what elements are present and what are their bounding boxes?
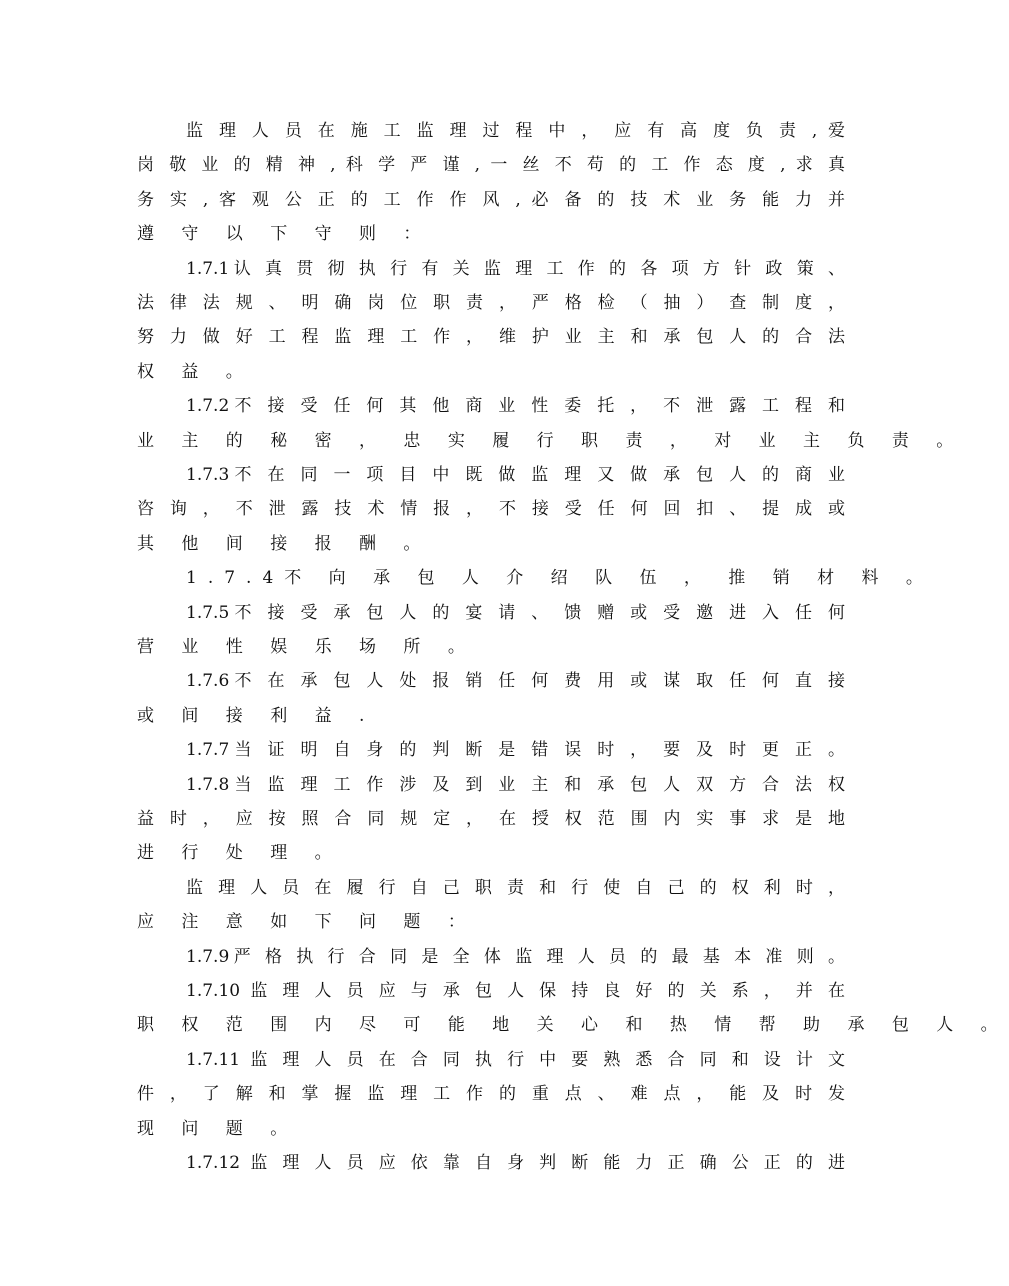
text-line: 1.7.12 监 理 人 员 应 依 靠 自 身 判 断 能 力 正 确 公 正 的 进 — [186, 1153, 845, 1173]
text-line: 监 理 人 员 在 履 行 自 己 职 责 和 行 使 自 己 的 权 利 时 ， — [186, 877, 845, 898]
text-line: 进 行 处 理 。 — [137, 843, 343, 864]
text-line: 务 实 , 客 观 公 正 的 工 作 作 风 , 必 备 的 技 术 业 务 能 力 并 — [137, 189, 845, 210]
text-line: 应 注 意 如 下 问 题 ： — [137, 912, 476, 933]
text-line: 1.7.7当 证 明 自 身 的 判 断 是 错 误 时 ， 要 及 时 更 正 。 — [186, 740, 845, 761]
text-line: 1.7.10 监 理 人 员 应 与 承 包 人 保 持 良 好 的 关 系 ， 并 在 — [186, 981, 845, 1001]
text-line: 法 律 法 规 、 明 确 岗 位 职 责 ， 严 格 检 （ 抽 ） 查 制 度 ， — [137, 293, 845, 313]
text-line: 1.7.1认 真 贯 彻 执 行 有 关 监 理 工 作 的 各 项 方 针 政 策 、 — [186, 258, 845, 279]
text-line: 1.7.8当 监 理 工 作 涉 及 到 业 主 和 承 包 人 双 方 合 法 权 — [186, 774, 845, 795]
text-line: 权 益 。 — [137, 361, 254, 382]
text-line: 努 力 做 好 工 程 监 理 工 作 ， 维 护 业 主 和 承 包 人 的 合 法 — [137, 327, 845, 348]
text-line: 1.7.2不 接 受 任 何 其 他 商 业 性 委 托 ， 不 泄 露 工 程 和 — [186, 396, 845, 417]
text-line: 咨 询 ， 不 泄 露 技 术 情 报 ， 不 接 受 任 何 回 扣 、 提 成 或 — [137, 499, 845, 520]
text-line: 1.7.5不 接 受 承 包 人 的 宴 请 、 馈 赠 或 受 邀 进 入 任 何 — [186, 602, 845, 623]
text-line: 1.7.6不 在 承 包 人 处 报 销 任 何 费 用 或 谋 取 任 何 直 接 — [186, 671, 845, 692]
text-line: 1.7.4不 向 承 包 人 介 绍 队 伍 ， 推 销 材 料 。 — [186, 568, 934, 589]
text-line: 1.7.3不 在 同 一 项 目 中 既 做 监 理 又 做 承 包 人 的 商 业 — [186, 465, 845, 485]
text-line: 件 ， 了 解 和 掌 握 监 理 工 作 的 重 点 、 难 点 ， 能 及 时 发 — [137, 1084, 845, 1105]
text-line: 遵 守 以 下 守 则 ： — [137, 224, 432, 245]
text-line: 现 问 题 。 — [137, 1118, 299, 1139]
text-line: 益 时 ， 应 按 照 合 同 规 定 ， 在 授 权 范 围 内 实 事 求 是 地 — [137, 809, 845, 829]
text-line: 或 间 接 利 益 . — [137, 705, 376, 726]
text-line: 营 业 性 娱 乐 场 所 。 — [137, 637, 476, 657]
text-line: 1.7.11 监 理 人 员 在 合 同 执 行 中 要 熟 悉 合 同 和 设 计 文 — [186, 1049, 845, 1070]
text-line: 1.7.9严 格 执 行 合 同 是 全 体 监 理 人 员 的 最 基 本 准 则 。 — [186, 946, 845, 967]
text-line: 其 他 间 接 报 酬 。 — [137, 533, 432, 554]
text-line: 职 权 范 围 内 尽 可 能 地 关 心 和 热 情 帮 助 承 包 人 。 — [137, 1015, 1009, 1036]
text-line: 岗 敬 业 的 精 神 , 科 学 严 谨 , 一 丝 不 苟 的 工 作 态 度 , 求 真 — [137, 155, 845, 176]
text-line: 业 主 的 秘 密 ， 忠 实 履 行 职 责 ， 对 业 主 负 责 。 — [137, 430, 965, 451]
text-line: 监 理 人 员 在 施 工 监 理 过 程 中 ， 应 有 高 度 负 责 , 爱 — [186, 121, 845, 141]
